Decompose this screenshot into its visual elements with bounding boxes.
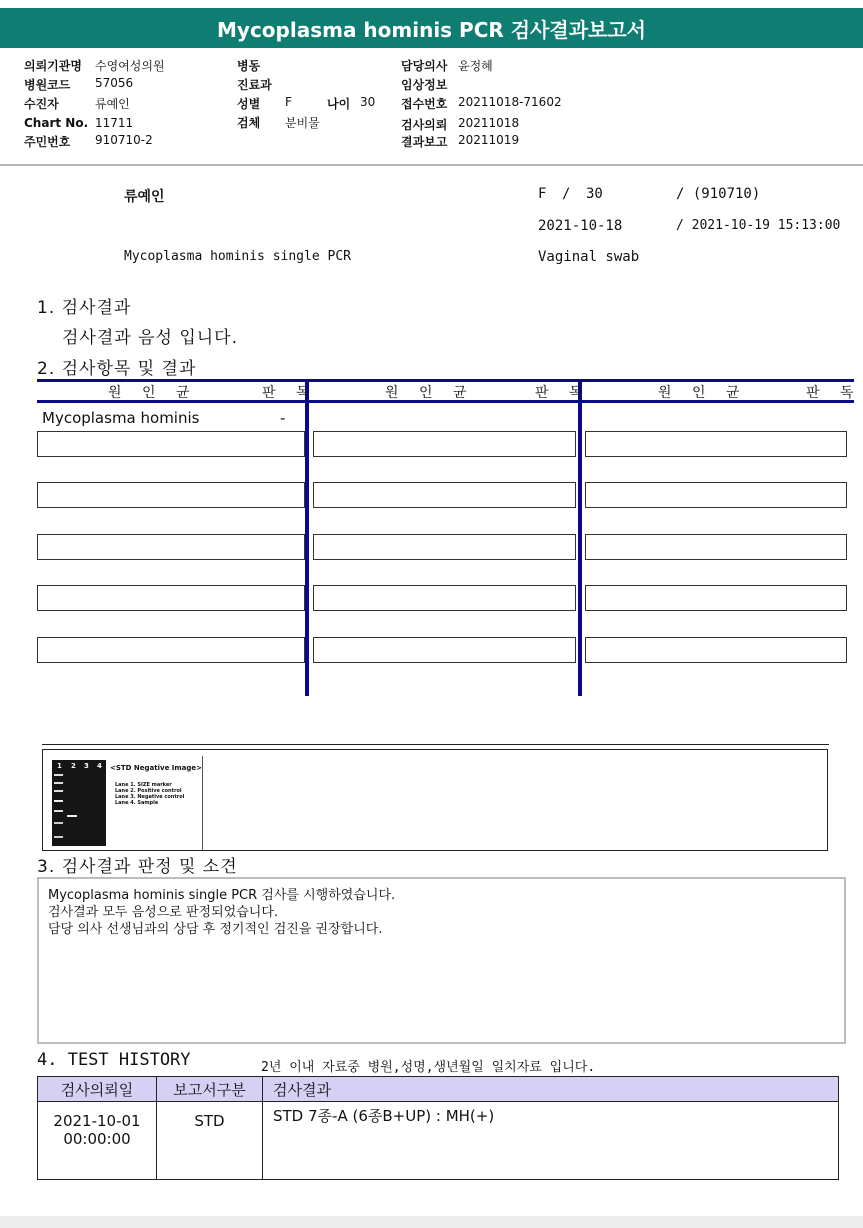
- history-date: 2021-10-01: [53, 1112, 141, 1130]
- opinion-line-2: 검사결과 모두 음성으로 판정되었습니다.: [48, 905, 279, 920]
- opinion-line-3: 담당 의사 선생님과의 상담 후 정기적인 검진을 권장합니다.: [48, 922, 383, 937]
- reported-datetime: / 2021-10-19 15:13:00: [676, 218, 841, 233]
- patient-name: 류예인: [124, 189, 165, 205]
- header-value-report-date: 20211019: [458, 133, 520, 147]
- result-pathogen: Mycoplasma hominis: [42, 409, 200, 427]
- empty-cell: [313, 637, 576, 663]
- header-label-institution: 의뢰기관명: [24, 59, 82, 73]
- empty-cell: [37, 431, 305, 457]
- header-label-doctor: 담당의사: [401, 59, 448, 73]
- gel-panel: [42, 749, 828, 851]
- gel-band: [54, 836, 63, 838]
- gel-band: [67, 815, 77, 817]
- header-label-ward: 병동: [237, 59, 261, 73]
- gel-band: [54, 810, 63, 812]
- gel-band: [54, 774, 63, 776]
- history-col-type: 보고서구분: [157, 1077, 263, 1102]
- empty-cell: [313, 431, 576, 457]
- received-date: 2021-10-18: [538, 218, 623, 234]
- history-col-result: 검사결과: [263, 1077, 839, 1102]
- col2-header-pathogen: 원 인 균: [385, 385, 475, 401]
- header-value-patient: 류예인: [95, 97, 130, 111]
- empty-cell: [585, 431, 847, 457]
- test-name: Mycoplasma hominis single PCR: [124, 249, 351, 264]
- empty-cell: [37, 585, 305, 611]
- header-value-sex: F: [285, 95, 292, 109]
- patient-dob: / (910710): [676, 186, 761, 202]
- header-value-request-date: 20211018: [458, 116, 520, 130]
- history-cell-date: [38, 1102, 157, 1180]
- header-value-hospital-code: 57056: [95, 76, 134, 90]
- empty-cell: [37, 637, 305, 663]
- opinion-line-1: Mycoplasma hominis single PCR 검사를 시행하였습니다.: [48, 888, 396, 903]
- header-label-chart-no: Chart No.: [24, 116, 89, 130]
- header-label-clinical-info: 임상정보: [401, 78, 448, 92]
- gel-band: [54, 782, 63, 784]
- col3-header-pathogen: 원 인 균: [658, 385, 748, 401]
- header-value-specimen: 분비물: [285, 116, 320, 130]
- gel-lane-1-label: Lane 1. SIZE marker: [115, 782, 172, 788]
- page-footer-strip: [0, 1216, 863, 1228]
- grid-divider-2: [578, 379, 582, 696]
- lane-number-4: 4: [97, 762, 102, 770]
- header-value-age: 30: [360, 95, 376, 109]
- header-label-request-date: 검사의뢰: [401, 118, 448, 132]
- gel-image: [52, 760, 106, 846]
- header-label-hospital-code: 병원코드: [24, 78, 71, 92]
- history-time: 00:00:00: [63, 1130, 131, 1148]
- col3-header-result: 판 독: [806, 385, 862, 401]
- empty-cell: [313, 534, 576, 560]
- empty-cell: [37, 482, 305, 508]
- specimen-type: Vaginal swab: [538, 249, 640, 265]
- empty-cell: [585, 637, 847, 663]
- header-value-institution: 수영여성의원: [95, 59, 165, 73]
- gel-lane-2-label: Lane 2. Positive control: [115, 788, 182, 794]
- patient-sex: F: [538, 186, 547, 202]
- header-divider: [0, 164, 863, 166]
- header-label-patient: 수진자: [24, 97, 59, 111]
- empty-cell: [585, 585, 847, 611]
- header-value-receipt-no: 20211018-71602: [458, 95, 562, 109]
- grid-divider-1: [305, 379, 309, 696]
- col1-header-pathogen: 원 인 균: [108, 385, 198, 401]
- col2-header-result: 판 독: [535, 385, 591, 401]
- header-label-report-date: 결과보고: [401, 135, 448, 149]
- history-note: 2년 이내 자료중 병원,성명,생년월일 일치자료 입니다.: [261, 1060, 596, 1075]
- empty-cell: [313, 585, 576, 611]
- section2-title: 2. 검사항목 및 결과: [37, 359, 197, 379]
- patient-age: 30: [586, 186, 603, 202]
- report-title: Mycoplasma hominis PCR 검사결과보고서: [0, 8, 863, 48]
- lane-number-3: 3: [84, 762, 89, 770]
- header-label-sex: 성별: [237, 97, 261, 111]
- gel-lane-3-label: Lane 3. Negative control: [115, 794, 185, 800]
- gel-figure: [52, 756, 203, 850]
- empty-cell: [313, 482, 576, 508]
- gel-panel-rule: [42, 744, 829, 745]
- empty-cell: [585, 482, 847, 508]
- header-value-chart-no: 11711: [95, 116, 134, 130]
- header-value-doctor: 윤정혜: [458, 59, 493, 73]
- lane-number-1: 1: [57, 762, 62, 770]
- history-table: [37, 1076, 839, 1180]
- history-type: STD: [157, 1102, 263, 1180]
- header-value-resident-no: 910710-2: [95, 133, 153, 147]
- header-label-department: 진료과: [237, 78, 272, 92]
- gel-lane-4-label: Lane 4. Sample: [115, 800, 159, 806]
- section1-title: 1. 검사결과: [37, 298, 132, 318]
- section1-result: 검사결과 음성 입니다.: [62, 328, 239, 348]
- section3-title: 3. 검사결과 판정 및 소견: [37, 857, 238, 877]
- lane-number-2: 2: [71, 762, 76, 770]
- history-result: STD 7종-A (6종B+UP) : MH(+): [263, 1102, 839, 1180]
- result-value: -: [280, 409, 286, 427]
- gel-band: [54, 800, 63, 802]
- empty-cell: [37, 534, 305, 560]
- gel-band: [54, 822, 63, 824]
- header-label-resident-no: 주민번호: [24, 135, 71, 149]
- history-header-row: [38, 1077, 839, 1102]
- gel-caption-title: <STD Negative Image>: [110, 764, 203, 772]
- section4-title: 4. TEST HISTORY: [37, 1050, 191, 1070]
- empty-cell: [585, 534, 847, 560]
- history-col-date: 검사의뢰일: [38, 1077, 157, 1102]
- header-label-specimen: 검체: [237, 116, 261, 130]
- patient-slash: /: [562, 186, 571, 202]
- table-row: [38, 1102, 839, 1180]
- col1-header-result: 판 독: [262, 385, 318, 401]
- gel-band: [54, 790, 63, 792]
- opinion-box: [37, 877, 846, 1044]
- header-label-age: 나이: [327, 97, 351, 111]
- header-label-receipt-no: 접수번호: [401, 97, 448, 111]
